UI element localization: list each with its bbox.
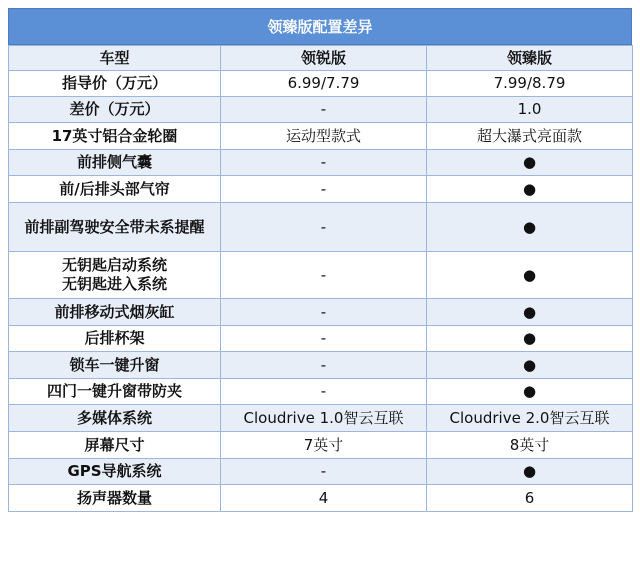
table-row <box>9 432 633 459</box>
row-label: 锁车一键升窗 <box>9 352 221 379</box>
config-comparison-table <box>8 8 632 512</box>
lingzhen-value: 8英寸 <box>427 432 633 459</box>
row-label: 前排移动式烟灰缸 <box>9 299 221 326</box>
lingrui-value: - <box>221 252 427 299</box>
lingzhen-value: ● <box>427 326 633 352</box>
lingzhen-value: ● <box>427 252 633 299</box>
row-label: GPS导航系统 <box>9 459 221 485</box>
row-label: 前排侧气囊 <box>9 150 221 176</box>
lingrui-value: - <box>221 352 427 379</box>
lingzhen-value: Cloudrive 2.0智云互联 <box>427 405 633 432</box>
table-row <box>9 123 633 150</box>
row-label: 无钥匙启动系统 无钥匙进入系统 <box>9 252 221 299</box>
lingrui-value: 6.99/7.79 <box>221 71 427 97</box>
row-label: 前排副驾驶安全带未系提醒 <box>9 203 221 252</box>
lingzhen-value: 6 <box>427 485 633 512</box>
table-row <box>9 252 633 299</box>
lingzhen-value: 超大瀑式亮面款 <box>427 123 633 150</box>
row-label: 前/后排头部气帘 <box>9 176 221 203</box>
lingzhen-value: ● <box>427 299 633 326</box>
table-row <box>9 97 633 123</box>
lingrui-value: Cloudrive 1.0智云互联 <box>221 405 427 432</box>
table-row <box>9 176 633 203</box>
lingrui-value: - <box>221 97 427 123</box>
column-header-lingrui: 领锐版 <box>221 46 427 71</box>
lingrui-value: 7英寸 <box>221 432 427 459</box>
lingzhen-value: 1.0 <box>427 97 633 123</box>
lingzhen-value: ● <box>427 459 633 485</box>
lingzhen-value: ● <box>427 352 633 379</box>
table-row <box>9 203 633 252</box>
lingrui-value: - <box>221 203 427 252</box>
lingzhen-value: ● <box>427 150 633 176</box>
table-row <box>9 326 633 352</box>
row-label: 17英寸铝合金轮圈 <box>9 123 221 150</box>
row-label: 指导价（万元） <box>9 71 221 97</box>
table-row <box>9 352 633 379</box>
lingrui-value: - <box>221 176 427 203</box>
column-header-model: 车型 <box>9 46 221 71</box>
header-row <box>9 46 633 71</box>
lingrui-value: 4 <box>221 485 427 512</box>
row-label: 屏幕尺寸 <box>9 432 221 459</box>
table-row <box>9 459 633 485</box>
row-label: 差价（万元） <box>9 97 221 123</box>
lingzhen-value: ● <box>427 379 633 405</box>
table-row <box>9 405 633 432</box>
row-label: 扬声器数量 <box>9 485 221 512</box>
table-row <box>9 71 633 97</box>
lingzhen-value: ● <box>427 203 633 252</box>
lingrui-value: - <box>221 326 427 352</box>
lingrui-value: - <box>221 150 427 176</box>
table-row <box>9 485 633 512</box>
lingzhen-value: 7.99/8.79 <box>427 71 633 97</box>
table-row <box>9 299 633 326</box>
lingrui-value: - <box>221 379 427 405</box>
table-row <box>9 379 633 405</box>
table-row <box>9 150 633 176</box>
table-title: 领臻版配置差异 <box>8 8 632 45</box>
row-label: 后排杯架 <box>9 326 221 352</box>
comparison-grid <box>8 45 633 512</box>
row-label: 多媒体系统 <box>9 405 221 432</box>
lingzhen-value: ● <box>427 176 633 203</box>
lingrui-value: 运动型款式 <box>221 123 427 150</box>
lingrui-value: - <box>221 459 427 485</box>
column-header-lingzhen: 领臻版 <box>427 46 633 71</box>
row-label: 四门一键升窗带防夹 <box>9 379 221 405</box>
lingrui-value: - <box>221 299 427 326</box>
